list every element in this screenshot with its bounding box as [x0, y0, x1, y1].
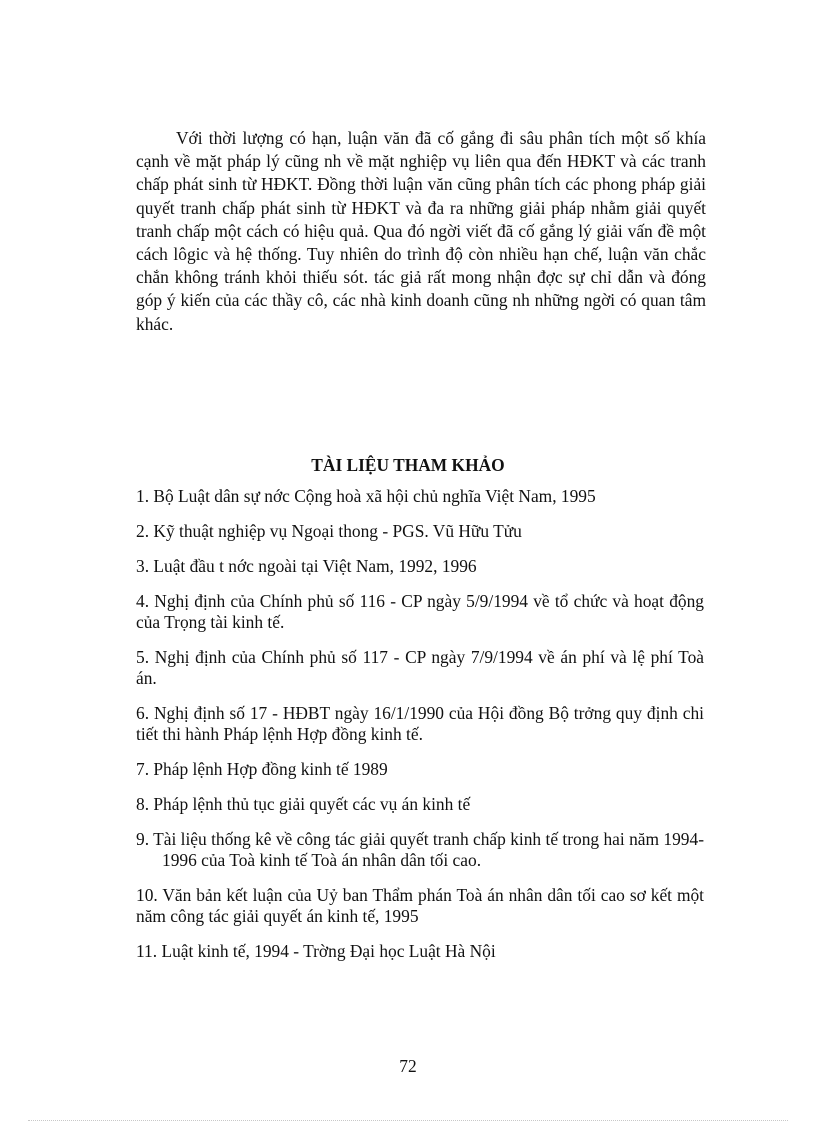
- page-bottom-divider: [28, 1120, 788, 1121]
- reference-item-5: 5. Nghị định của Chính phủ số 117 - CP ngày 7/9/1994 về án phí và lệ phí Toà án.: [136, 647, 704, 688]
- references-title: TÀI LIỆU THAM KHẢO: [311, 455, 505, 475]
- reference-item-2: 2. Kỹ thuật nghiệp vụ Ngoại thong - PGS. Vũ Hữu Tửu: [136, 521, 522, 541]
- reference-item-11: 11. Luật kinh tế, 1994 - Trờng Đại học Luật Hà Nội: [136, 941, 496, 961]
- conclusion-paragraph: Với thời lượng có hạn, luận văn đã cố gắng đi sâu phân tích một số khía cạnh về mặt pháp lý cũng nh về mặt nghiệp vụ liên qua đến HĐKT và các tranh chấp phát sinh từ HĐKT. Đồng thời luận văn cũng phân tích các phong pháp giải quyết tranh chấp phát sinh từ HĐKT và đa ra những giải pháp nhằm giải quyết tranh chấp một cách có hiệu quả. Qua đó ngời viết đã cố gắng lý giải vấn đề một cách lôgic và hệ thống. Tuy nhiên do trình độ còn nhiều hạn chế, luận văn chắc chắn không tránh khỏi thiếu sót. tác giả rất mong nhận đợc sự chỉ dẫn và đóng góp ý kiến của các thầy cô, các nhà kinh doanh cũng nh những ngời có quan tâm khác.: [136, 128, 706, 334]
- references-list: [136, 486, 704, 976]
- reference-item-3: 3. Luật đầu t nớc ngoài tại Việt Nam, 1992, 1996: [136, 556, 477, 576]
- reference-item-9: 9. Tài liệu thống kê về công tác giải quyết tranh chấp kinh tế trong hai năm 1994- 1996 của Toà kinh tế Toà án nhân dân tối cao.: [136, 829, 704, 870]
- reference-item-8: 8. Pháp lệnh thủ tục giải quyết các vụ án kinh tế: [136, 794, 471, 814]
- reference-item-4: 4. Nghị định của Chính phủ số 116 - CP ngày 5/9/1994 về tổ chức và hoạt động của Trọng tài kinh tế.: [136, 591, 704, 632]
- page-number: 72: [399, 1056, 417, 1076]
- reference-item-1: 1. Bộ Luật dân sự nớc Cộng hoà xã hội chủ nghĩa Việt Nam, 1995: [136, 486, 596, 506]
- reference-item-7: 7. Pháp lệnh Hợp đồng kinh tế 1989: [136, 759, 388, 779]
- reference-item-6: 6. Nghị định số 17 - HĐBT ngày 16/1/1990 của Hội đồng Bộ trởng quy định chi tiết thi hành Pháp lệnh Hợp đồng kinh tế.: [136, 703, 704, 744]
- reference-item-10: 10. Văn bản kết luận của Uỷ ban Thẩm phán Toà án nhân dân tối cao sơ kết một năm công tác giải quyết án kinh tế, 1995: [136, 885, 704, 926]
